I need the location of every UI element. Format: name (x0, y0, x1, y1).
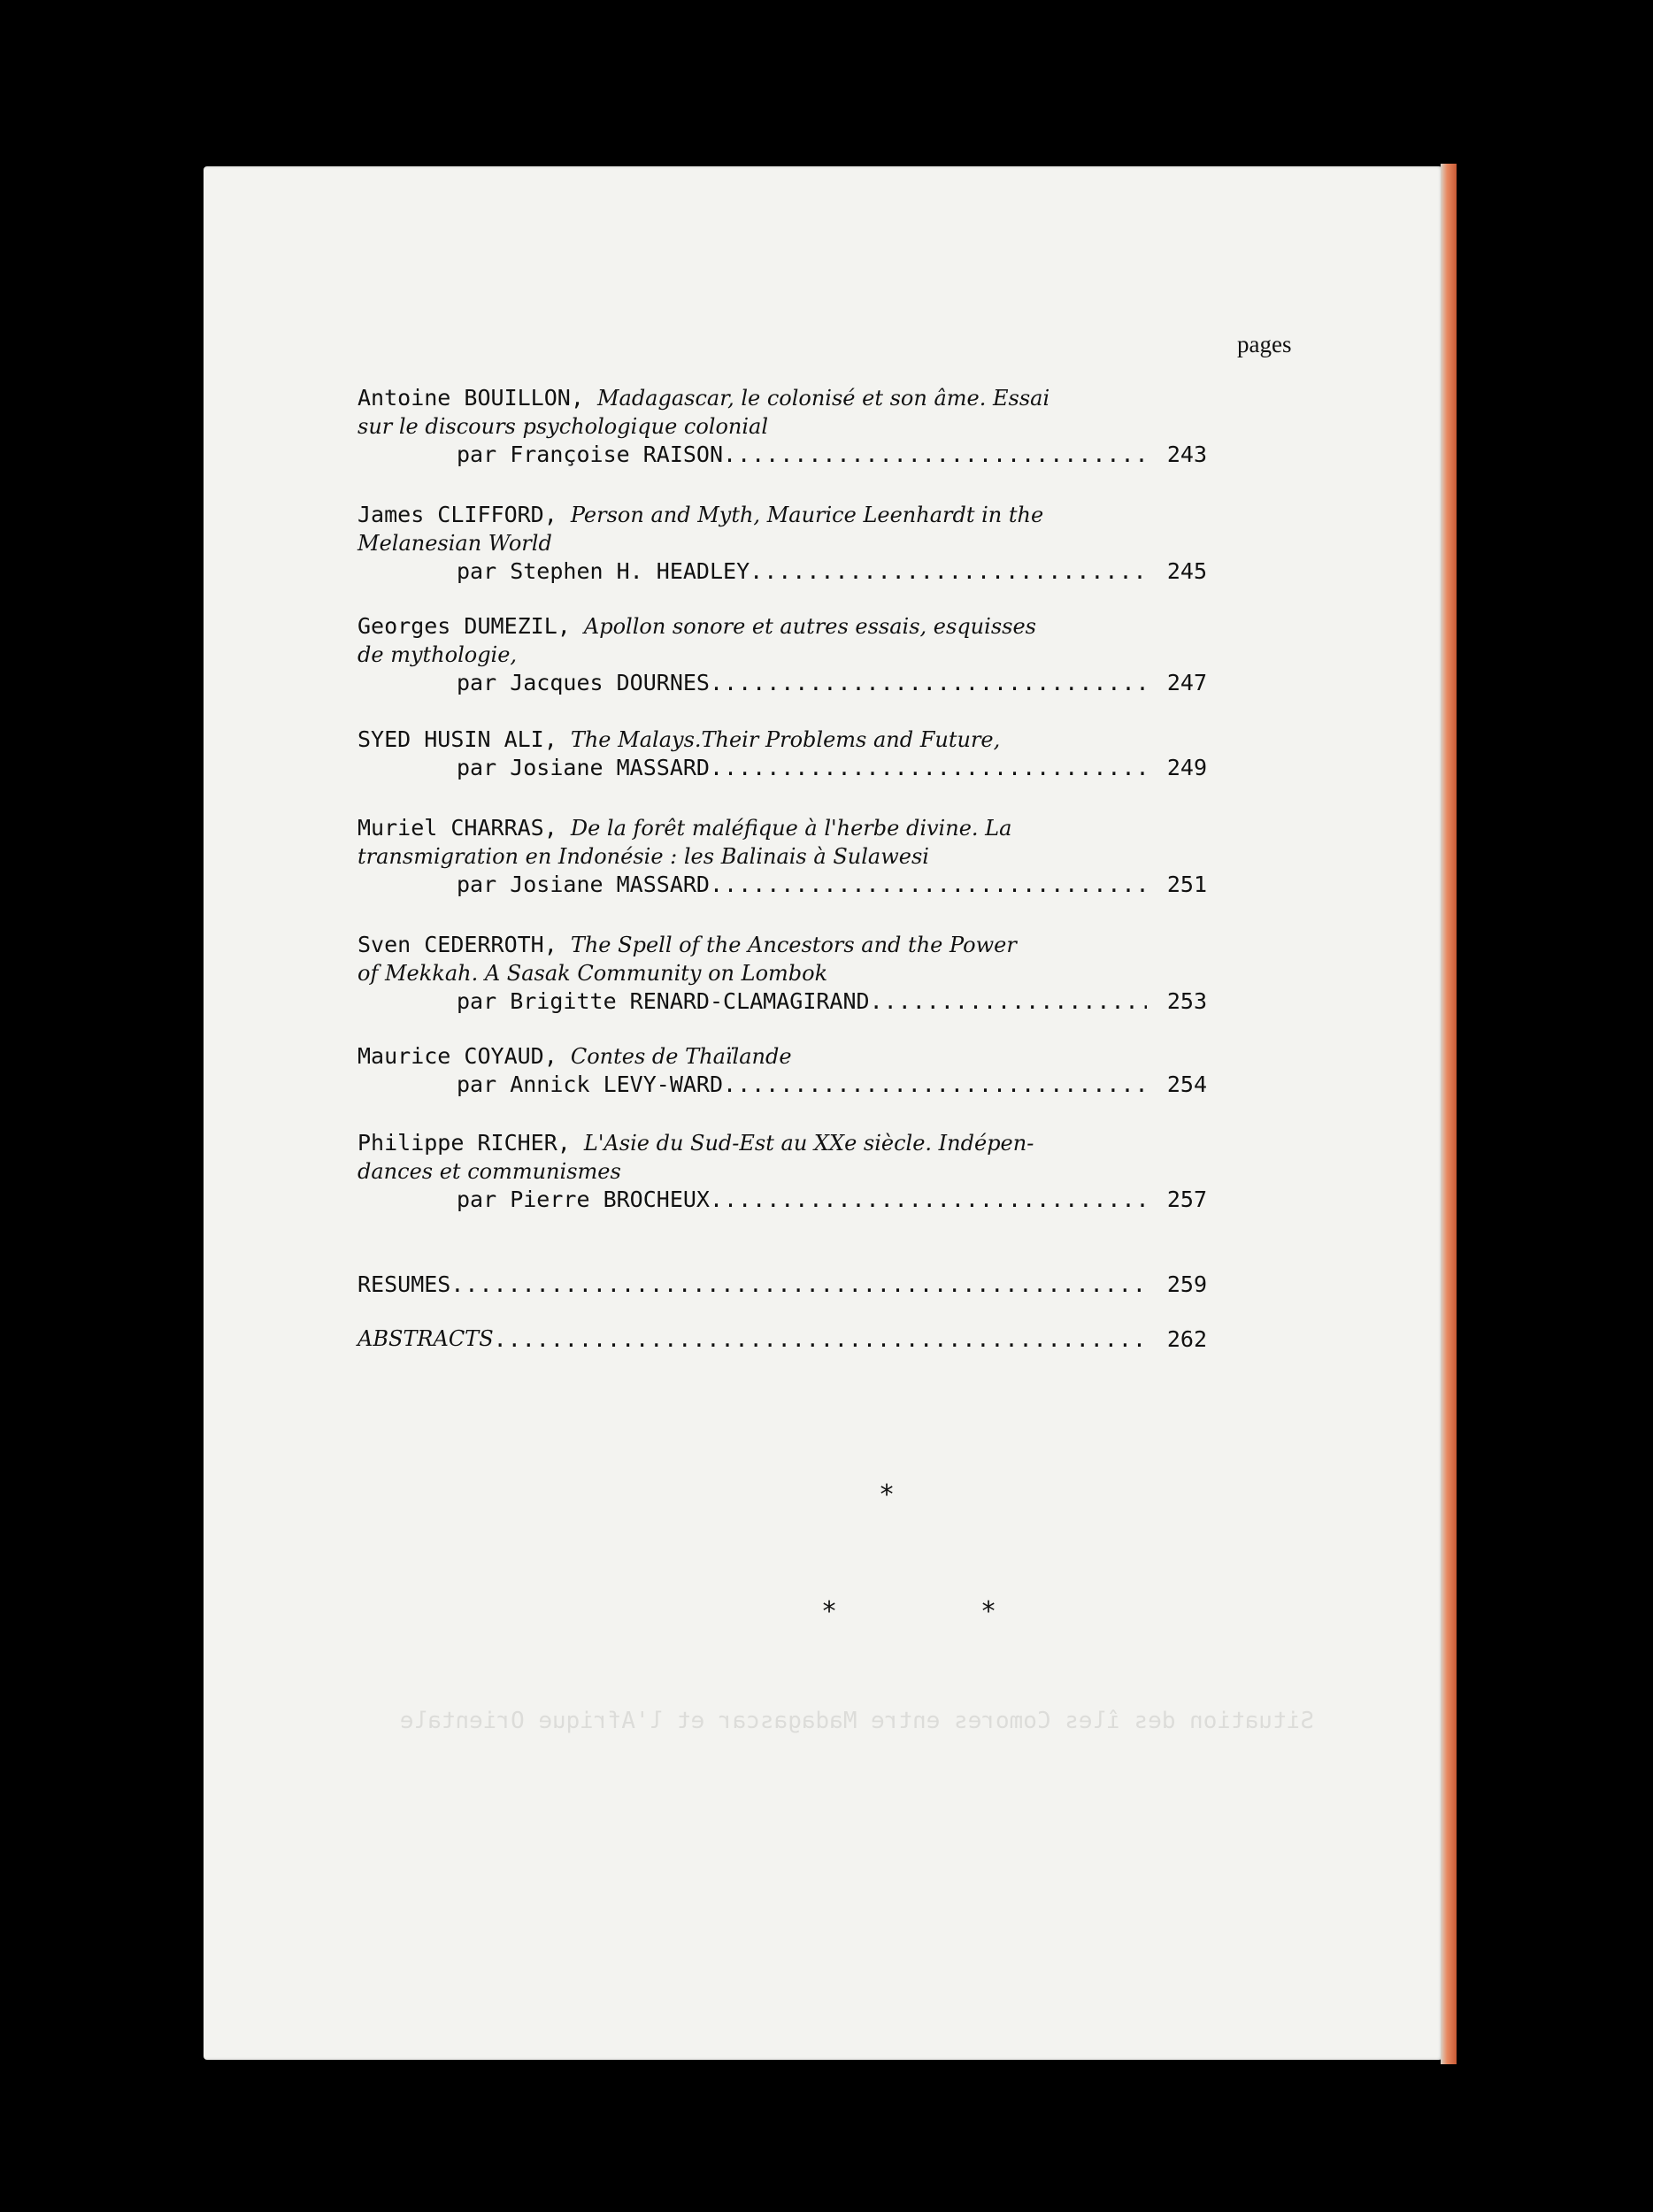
author: Maurice COYAUD, (358, 1043, 557, 1069)
book-title: L'Asie du Sud-Est au XXe siècle. Indépen- (583, 1131, 1034, 1156)
page-number: 245 (1166, 558, 1207, 584)
toc-entry-resumes (358, 1271, 1207, 1298)
page-number: 251 (1166, 872, 1207, 897)
book-title: Apollon sonore et autres essais, esquisses (583, 614, 1036, 639)
author: James CLIFFORD, (358, 502, 557, 527)
book-title: The Malays.Their Problems and Future, (570, 727, 1001, 752)
toc-entry (358, 931, 1207, 1015)
author: Antoine BOUILLON, (358, 385, 584, 411)
reviewer: par Jacques DOURNES (457, 670, 710, 695)
author: Philippe RICHER, (358, 1130, 571, 1156)
asterisk-divider: * (821, 1596, 838, 1627)
asterisk-divider: * (879, 1479, 896, 1510)
book-title: Contes de Thaïlande (570, 1044, 792, 1069)
page-number: 253 (1166, 988, 1207, 1014)
page-number: 243 (1166, 442, 1207, 467)
reviewer: par Annick LEVY-WARD (457, 1071, 724, 1097)
leader-dots (710, 669, 1147, 696)
toc-entry (358, 612, 1207, 696)
book-title-continued: sur le discours psychologique colonial (358, 414, 769, 439)
author: Sven CEDERROTH, (358, 932, 557, 957)
leader-dots (750, 557, 1147, 585)
toc-entry-abstracts (358, 1325, 1207, 1353)
leader-dots (710, 871, 1147, 898)
book-title: The Spell of the Ancestors and the Power (570, 933, 1017, 957)
author: Muriel CHARRAS, (358, 815, 557, 841)
leader-dots (870, 987, 1147, 1015)
pages-column-header: pages (1237, 331, 1292, 357)
book-title: Person and Myth, Maurice Leenhardt in the (570, 503, 1044, 527)
toc-entry (358, 384, 1207, 468)
toc-entry (358, 1129, 1207, 1213)
book-title-continued: dances et communismes (358, 1159, 621, 1184)
book-title: De la forêt maléfique à l'herbe divine. La (570, 816, 1012, 841)
page-number: 262 (1166, 1326, 1207, 1352)
reviewer: par Françoise RAISON (457, 442, 724, 467)
page-number: 259 (1166, 1271, 1207, 1297)
reviewer: par Stephen H. HEADLEY (457, 558, 750, 584)
toc-entry (358, 1042, 1207, 1098)
toc-entry (358, 726, 1207, 781)
author: SYED HUSIN ALI, (358, 726, 557, 752)
leader-dots (494, 1325, 1147, 1353)
reviewer: par Josiane MASSARD (457, 755, 710, 780)
page-number: 257 (1166, 1187, 1207, 1212)
author: Georges DUMEZIL, (358, 613, 571, 639)
page-number: 254 (1166, 1071, 1207, 1097)
section-label: ABSTRACTS (358, 1326, 494, 1351)
leader-dots (723, 1071, 1147, 1098)
book-title-continued: transmigration en Indonésie : les Balinais à Sulawesi (358, 844, 929, 869)
page-number: 249 (1166, 755, 1207, 780)
leader-dots (450, 1271, 1147, 1298)
book-title-continued: Melanesian World (358, 531, 552, 556)
reviewer: par Brigitte RENARD-CLAMAGIRAND (457, 988, 870, 1014)
toc-entry (358, 814, 1207, 898)
leader-dots (710, 1186, 1147, 1213)
toc-entry (358, 501, 1207, 585)
bleed-through-text: Situation des îles Comores entre Madagascar et l'Afrique Orientale (399, 1708, 1314, 1734)
section-label: RESUMES (358, 1271, 451, 1297)
book-title-continued: of Mekkah. A Sasak Community on Lombok (358, 961, 828, 986)
book-title-continued: de mythologie, (358, 642, 518, 667)
reviewer: par Josiane MASSARD (457, 872, 710, 897)
leader-dots (710, 754, 1147, 781)
book-title: Madagascar, le colonisé et son âme. Essai (596, 386, 1050, 411)
leader-dots (723, 441, 1147, 468)
page-edge (1441, 164, 1457, 2064)
page-number: 247 (1166, 670, 1207, 695)
asterisk-divider: * (980, 1596, 997, 1627)
reviewer: par Pierre BROCHEUX (457, 1187, 710, 1212)
